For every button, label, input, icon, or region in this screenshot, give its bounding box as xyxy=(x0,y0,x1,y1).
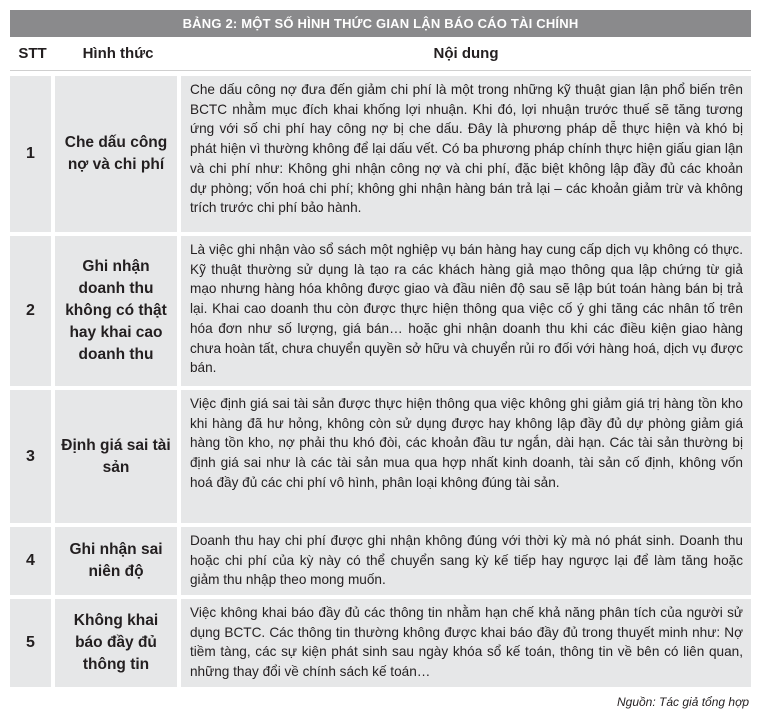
table-row xyxy=(10,599,751,687)
table-row xyxy=(10,390,751,523)
fraud-table xyxy=(10,10,751,709)
table-row xyxy=(10,236,751,386)
row-content: Là việc ghi nhận vào sổ sách một nghiệp vụ bán hàng hay cung cấp dịch vụ không có thực. Kỹ thuật thường sử dụng là tạo ra các khách hàng giả mạo thông qua lập chứng từ giả mạo nhưng hàng hóa không được giao và đầu niên độ sau sẽ lập bút toán hàng bán bị trả lại. Khai cao doanh thu còn được thực hiện thông qua việc cố ý ghi tăng các nhân tố trên hóa đơn như số lượng, giá bán… hoặc ghi nhận doanh thu khi các điều kiện giao hàng chưa hoàn tất, chưa chuyển quyền sở hữu và chuyển rủi ro đối với hàng hoá, dịch vụ được bán. xyxy=(181,236,751,386)
row-stt: 4 xyxy=(10,527,51,595)
table-row xyxy=(10,76,751,232)
row-form: Định giá sai tài sản xyxy=(55,390,177,523)
row-content: Che dấu công nợ đưa đến giảm chi phí là một trong những kỹ thuật gian lận phổ biến trên BCTC nhằm mục đích khai khống lợi nhuận. Khi đó, lợi nhuận trước thuế sẽ tăng tương ứng với số chi phí hay công nợ bị che dấu. Đây là phương pháp dễ thực hiện và khó bị phát hiện vì thường không để lại dấu vết. Có ba phương pháp chính thực hiện giấu gian lận và chi phí như: Không ghi nhận công nợ và chi phí, đặc biệt không lập đầy đủ các khoản dự phòng; vốn hoá chi phí; không ghi nhận hàng bán trả lại – các khoản giảm trừ và không trích trước chi phí bảo hành. xyxy=(181,76,751,232)
header-row xyxy=(10,37,751,71)
row-form: Che dấu công nợ và chi phí xyxy=(55,76,177,232)
row-stt: 1 xyxy=(10,76,51,232)
row-content: Việc định giá sai tài sản được thực hiện thông qua việc không ghi giảm giá trị hàng tồn kho khi hàng đã hư hỏng, không còn sử dụng được hay không lập đầy đủ dự phòng giảm giá hàng tồn kho, nợ phải thu khó đòi, các khoản đầu tư ngắn, dài hạn. Các tài sản thường bị định giá sai như là các tài sản mua qua hợp nhất kinh doanh, tài sản cố định, không vốn hoá đầy đủ các chi phí vô hình, phân loại không đúng tài sản. xyxy=(181,390,751,523)
source-note: Nguồn: Tác giả tổng hợp xyxy=(616,695,749,709)
row-form: Ghi nhận sai niên độ xyxy=(55,527,177,595)
row-stt: 5 xyxy=(10,599,51,687)
row-form: Không khai báo đầy đủ thông tin xyxy=(55,599,177,687)
row-content: Doanh thu hay chi phí được ghi nhận không đúng với thời kỳ mà nó phát sinh. Doanh thu hoặc chi phí của kỳ này có thể chuyển sang kỳ kế tiếp hay ngược lại để làm tăng hoặc giảm thu nhập theo mong muốn. xyxy=(181,527,751,595)
header-form: Hình thức xyxy=(82,45,154,62)
row-content: Việc không khai báo đầy đủ các thông tin nhằm hạn chế khả năng phân tích của người sử dụng BCTC. Các thông tin thường không được khai báo đầy đủ trong thuyết minh như: Nợ tiềm tàng, các sự kiện phát sinh sau ngày khóa sổ kế toán, thông tin về bên có liên quan, những thay đổi về chính sách kế toán… xyxy=(181,599,751,687)
table-title: BẢNG 2: MỘT SỐ HÌNH THỨC GIAN LẬN BÁO CÁO TÀI CHÍNH xyxy=(10,10,751,37)
row-form: Ghi nhận doanh thu không có thật hay khai cao doanh thu xyxy=(55,236,177,386)
header-content: Nội dung xyxy=(433,45,499,62)
row-stt: 2 xyxy=(10,236,51,386)
row-stt: 3 xyxy=(10,390,51,523)
header-stt: STT xyxy=(18,45,47,62)
table-row xyxy=(10,527,751,595)
